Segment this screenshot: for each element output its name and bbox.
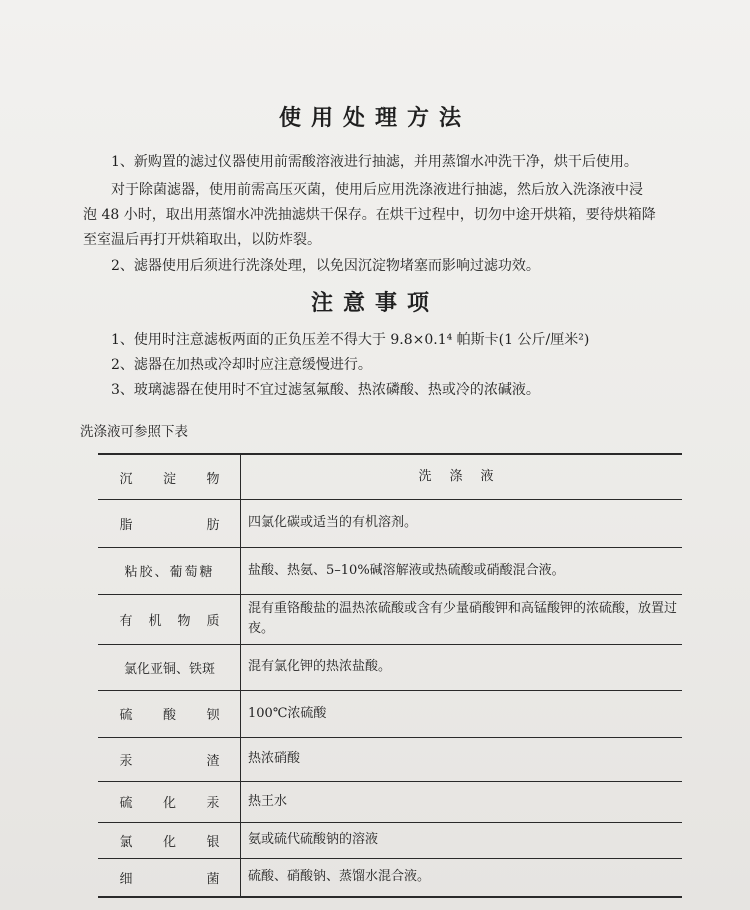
washing-table	[98, 453, 682, 898]
section-title-usage: 使用处理方法	[278, 105, 471, 131]
table-row	[98, 644, 682, 691]
row-precipitate: 有 机 物 质	[119, 613, 220, 629]
row-precipitate: 硫 化 汞	[119, 796, 220, 811]
table-row	[98, 781, 682, 823]
row-precipitate: 汞 渣	[119, 753, 220, 769]
header-precipitate	[98, 455, 241, 499]
paragraph-2-line-1: 对于除菌滤器，使用前需高压灭菌，使用后应用洗涤液进行抽滤，然后放入洗涤液中浸	[111, 182, 643, 198]
row-washing-liquid: 硫酸、硝酸钠、蒸馏水混合液。	[248, 869, 431, 884]
row-washing-liquid: 氨或硫代硫酸钠的溶液	[248, 832, 379, 847]
table-row	[98, 858, 682, 896]
section-title-notes: 注意事项	[310, 290, 439, 316]
paragraph-2-line-2: 泡 48 小时，取出用蒸馏水冲洗抽滤烘干保存。在烘干过程中，切勿中途开烘箱，要待烘箱降	[83, 207, 656, 223]
row-precipitate: 脂 肪	[119, 517, 220, 533]
row-washing-liquid: 混有氯化钾的热浓盐酸。	[248, 659, 392, 674]
table-header-row	[98, 455, 682, 500]
row-precipitate: 氯化亚铜、铁斑	[123, 661, 215, 677]
row-precipitate: 粘胶、葡萄糖	[124, 565, 215, 580]
header-washing-liquid: 洗涤液	[418, 469, 512, 484]
note-item-3: 3、玻璃滤器在使用时不宜过滤氢氟酸、热浓磷酸、热或冷的浓碱液。	[111, 382, 540, 398]
row-precipitate: 氯 化 银	[119, 834, 220, 850]
row-washing-liquid: 热浓硝酸	[248, 751, 301, 766]
table-row	[98, 499, 682, 548]
paragraph-1: 1、新购置的滤过仪器使用前需酸溶液进行抽滤，并用蒸馏水冲洗干净，烘干后使用。	[111, 154, 638, 170]
table-note: 洗涤液可参照下表	[80, 424, 188, 440]
row-washing-liquid: 四氯化碳或适当的有机溶剂。	[248, 515, 418, 530]
table-row	[98, 690, 682, 738]
paragraph-2-line-3: 至室温后再打开烘箱取出，以防炸裂。	[83, 232, 321, 248]
row-precipitate: 细 菌	[119, 871, 220, 887]
header-precipitate-text: 沉 淀 物	[119, 471, 220, 487]
row-precipitate: 硫 酸 钡	[119, 708, 220, 723]
table-row	[98, 594, 682, 645]
paragraph-3: 2、滤器使用后须进行洗涤处理，以免因沉淀物堵塞而影响过滤功效。	[111, 258, 540, 274]
row-washing-liquid: 混有重铬酸盐的温热浓硫酸或含有少量硝酸钾和高锰酸钾的浓硫酸，放置过夜。	[248, 601, 678, 636]
row-washing-liquid: 热王水	[248, 793, 288, 809]
table-row	[98, 737, 682, 782]
note-item-1: 1、使用时注意滤板两面的正负压差不得大于 9.8×0.1⁴ 帕斯卡(1 公斤/厘米²)	[111, 332, 590, 348]
note-item-2: 2、滤器在加热或冷却时应注意缓慢进行。	[111, 357, 372, 373]
table-row	[98, 547, 682, 595]
table-row	[98, 822, 682, 859]
row-washing-liquid: 100℃浓硫酸	[248, 705, 327, 721]
row-washing-liquid: 盐酸、热氨、5–10%碱溶解液或热硫酸或硝酸混合液。	[248, 562, 565, 578]
